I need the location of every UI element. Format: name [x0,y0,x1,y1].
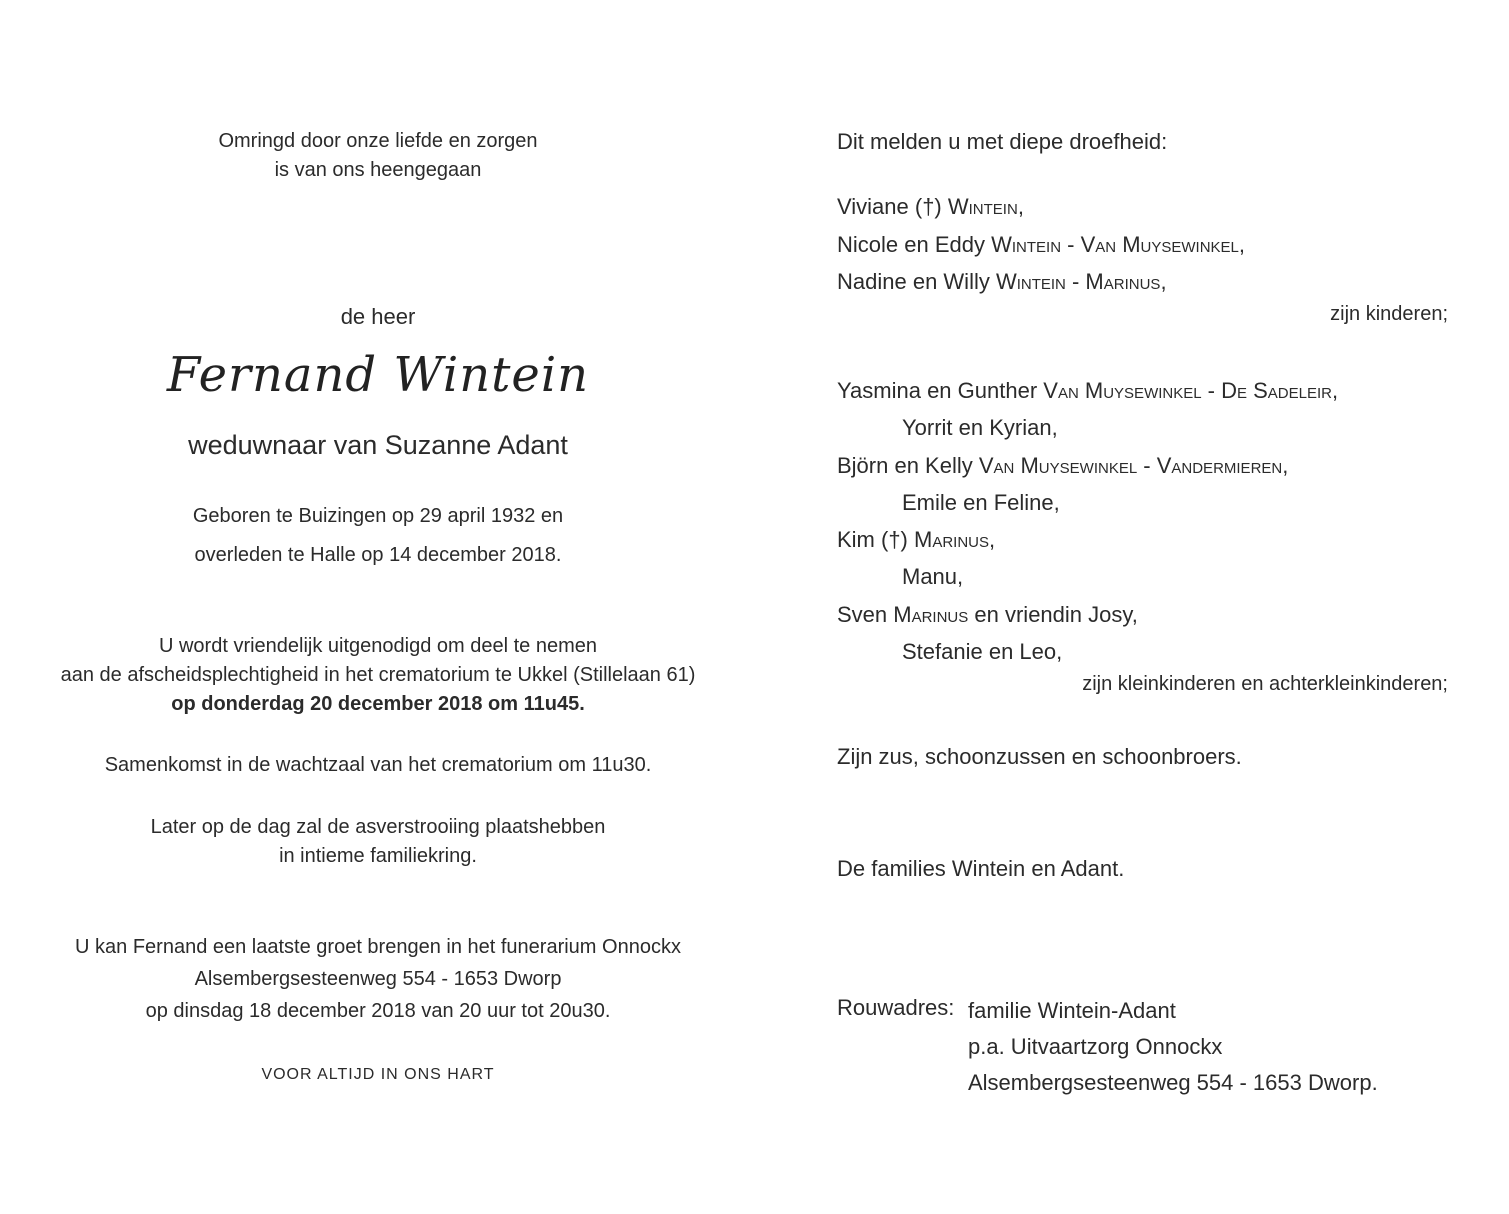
grandchildren-list [837,372,1338,670]
grandchildren-label: zijn kleinkinderen en achterkleinkinderen; [1082,673,1448,695]
deceased-name: Fernand Wintein [166,347,590,403]
grandchild-line: Emile en Feline, [902,489,1060,515]
families-line: De families Wintein en Adant. [837,856,1125,881]
mourning-address [968,993,1378,1101]
scattering-line: in intieme familiekring. [279,845,477,867]
grandchild-line: Yorrit en Kyrian, [902,415,1058,441]
visit-line: Alsembergsesteenweg 554 - 1653 Dworp [194,968,562,990]
scattering-text [0,813,756,871]
children-list [837,188,1245,301]
grandchild-line: Björn en Kelly Van Muysewinkel - Vandermieren, [837,452,1289,478]
child-line: Nicole en Eddy Wintein - Van Muysewinkel, [837,231,1246,257]
announce-line: Dit melden u met diepe droefheid: [837,129,1168,154]
spouse-line: weduwnaar van Suzanne Adant [188,430,568,460]
grandchild-line: Kim (†) Marinus, [837,527,996,553]
intro-text [0,127,756,185]
children-label: zijn kinderen; [1330,303,1448,325]
grandchild-line: Yasmina en Gunther Van Muysewinkel - De Sadeleir, [837,378,1339,403]
scattering-line: Later op de dag zal de asverstrooiing plaatshebben [150,816,606,838]
child-line: Nadine en Willy Wintein - Marinus, [837,269,1167,294]
siblings-line: Zijn zus, schoonzussen en schoonbroers. [837,744,1242,769]
grandchild-line: Manu, [902,564,964,590]
grandchild-line: Sven Marinus en vriendin Josy, [837,601,1138,627]
closing-line: VOOR ALTIJD IN ONS HART [261,1066,495,1083]
invitation-text [0,632,756,719]
born-line: Geboren te Buizingen op 29 april 1932 en [192,505,564,527]
grandchild-line: Stefanie en Leo, [902,639,1063,665]
invitation-date: op donderdag 20 december 2018 om 11u45. [171,693,585,715]
address-label: Rouwadres: [837,995,955,1020]
died-line: overleden te Halle op 14 december 2018. [194,544,562,566]
visit-text [0,931,756,1027]
address-line: Alsembergsesteenweg 554 - 1653 Dworp. [968,1070,1378,1095]
title-prefix: de heer [340,304,416,329]
invitation-line: aan de afscheidsplechtigheid in het crematorium te Ukkel (Stillelaan 61) [60,664,696,686]
intro-line: is van ons heengegaan [274,159,482,181]
visit-line: U kan Fernand een laatste groet brengen in het funerarium Onnockx [75,936,681,958]
visit-line: op dinsdag 18 december 2018 van 20 uur tot 20u30. [145,1000,611,1022]
address-line: p.a. Uitvaartzorg Onnockx [968,1034,1223,1059]
address-line: familie Wintein-Adant [968,998,1176,1023]
child-line: Viviane (†) Wintein, [837,194,1024,219]
gathering-line: Samenkomst in de wachtzaal van het crematorium om 11u30. [104,754,652,776]
invitation-line: U wordt vriendelijk uitgenodigd om deel te nemen [158,635,598,657]
intro-line: Omringd door onze liefde en zorgen [218,130,538,152]
